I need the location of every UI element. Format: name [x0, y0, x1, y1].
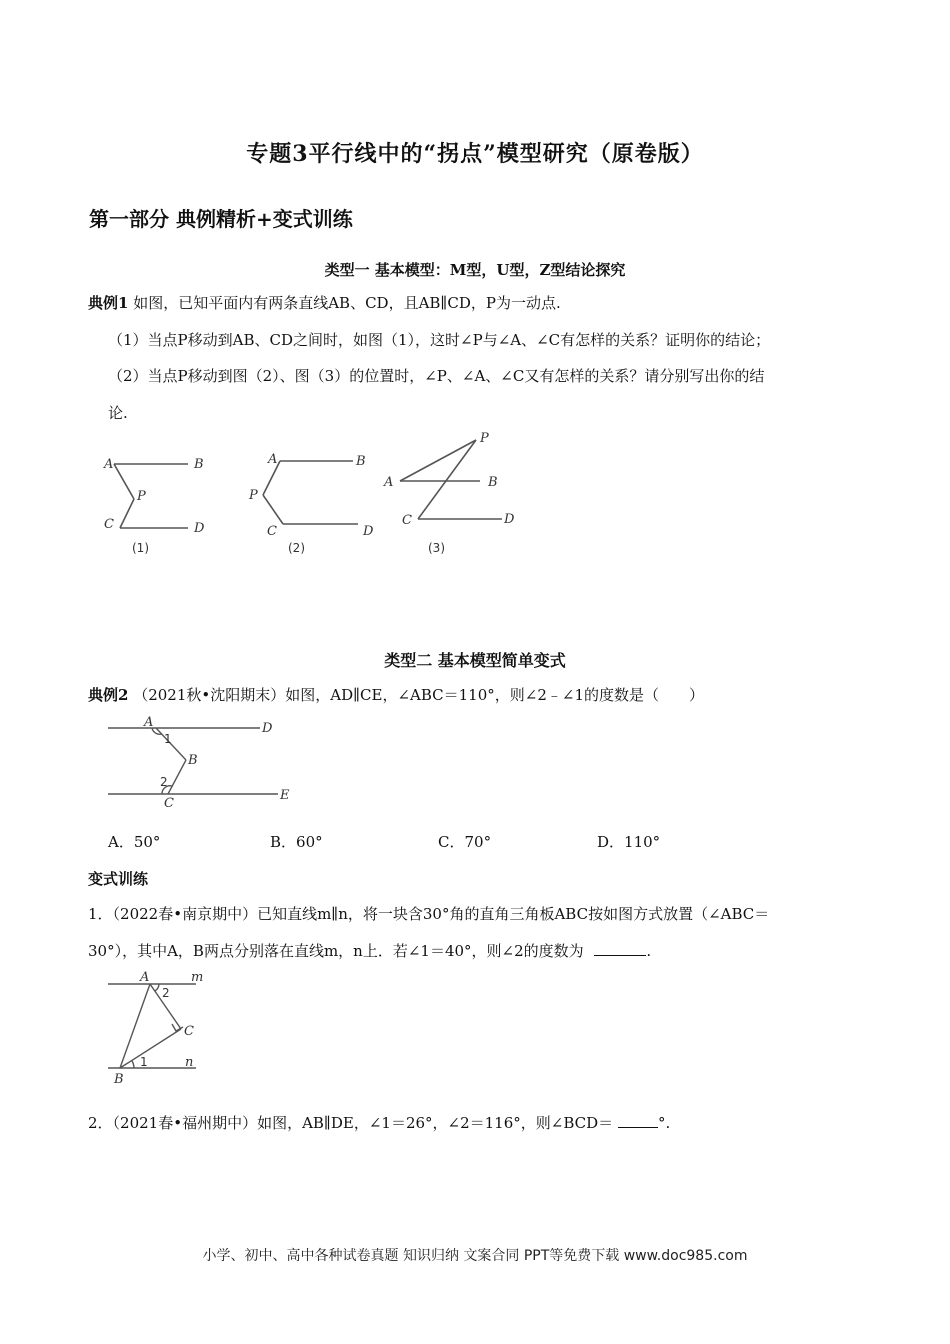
fig1-label-c: C	[104, 517, 114, 532]
ex2-label-d: D	[262, 721, 273, 736]
fig3-label-p: P	[480, 431, 489, 446]
ex-fig-label-1: 1	[140, 1055, 148, 1069]
exercise1-text: 30°），其中A，B两点分别落在直线m，n上．若∠1＝40°，则∠2的度数为	[88, 942, 584, 960]
fig1-label-p: P	[137, 489, 146, 504]
fig2-label-b: B	[356, 454, 366, 469]
fig1-label-b: B	[194, 457, 204, 472]
exercise2-degree: °.	[657, 1114, 671, 1132]
ex-fig-label-n: n	[185, 1055, 194, 1070]
ex-fig-label-b: B	[114, 1072, 124, 1087]
fig3-label-c: C	[402, 513, 412, 528]
exercise2-line1	[88, 1113, 670, 1133]
exercise1-line1: 1．（2022春•南京期中）已知直线m∥n，将一块含30°角的直角三角板ABC按如图方式放置（∠ABC＝	[88, 905, 770, 923]
figure-exercise1	[104, 966, 214, 1088]
fig2-caption: (2)	[288, 541, 305, 555]
fig2-label-p: P	[249, 488, 258, 503]
example2-text: （2021秋•沈阳期末）如图，AD∥CE，∠ABC＝110°，则∠2﹣∠1的度数是（ ）	[133, 686, 704, 704]
ex-fig-label-c: C	[184, 1024, 194, 1039]
exercise1-line2	[88, 941, 651, 961]
figure-1	[100, 448, 220, 563]
exercise2-answer-blank[interactable]	[618, 1113, 658, 1128]
exercise1-answer-blank[interactable]	[594, 941, 646, 956]
figure-example2	[100, 712, 300, 812]
fig2-label-c: C	[267, 524, 277, 539]
example1-q2-line2: 论.	[108, 404, 128, 422]
fig2-label-a: A	[268, 452, 278, 467]
type2-heading: 类型二 基本模型简单变式	[384, 651, 566, 670]
fig3-caption: (3)	[428, 541, 445, 555]
figure-3	[382, 428, 532, 563]
ex2-label-b: B	[188, 753, 198, 768]
fig1-caption: (1)	[132, 541, 149, 555]
exercise2-text: 2．（2021春•福州期中）如图，AB∥DE，∠1＝26°，∠2＝116°，则∠BCD＝	[88, 1114, 614, 1132]
ex2-label-c: C	[164, 796, 174, 811]
example1-q2-line1: （2）当点P移动到图（2）、图（3）的位置时，∠P、∠A、∠C又有怎样的关系？请分别写出你的结	[108, 367, 765, 385]
type1-heading: 类型一 基本模型：M型，U型，Z型结论探究	[324, 261, 626, 279]
ex2-label-e: E	[280, 788, 290, 803]
ex-fig-label-2: 2	[162, 986, 170, 1000]
example2-statement	[88, 685, 704, 705]
ex2-label-a: A	[144, 715, 154, 730]
example1-statement	[88, 293, 561, 313]
ex2-label-2: 2	[160, 775, 168, 789]
choice-c[interactable]: C．70°	[438, 833, 492, 851]
fig3-label-a: A	[384, 475, 394, 490]
variant-heading: 变式训练	[88, 870, 149, 888]
example1-q1: （1）当点P移动到AB、CD之间时，如图（1），这时∠P与∠A、∠C有怎样的关系？证明你的结论；	[108, 331, 771, 349]
fig1-label-a: A	[104, 457, 114, 472]
fig3-label-d: D	[504, 512, 515, 527]
page-title: 专题3平行线中的“拐点”模型研究（原卷版）	[246, 141, 704, 167]
footer-banner: 小学、初中、高中各种试卷真题 知识归纳 文案合同 PPT等免费下载 www.doc985.com	[202, 1248, 748, 1264]
figure-2	[243, 448, 383, 563]
fig3-label-b: B	[488, 475, 498, 490]
fig2-label-d: D	[363, 524, 374, 539]
ex-fig-label-m: m	[191, 970, 204, 985]
choice-d[interactable]: D．110°	[597, 833, 661, 851]
example1-label: 典例1	[88, 294, 129, 312]
example2-label: 典例2	[88, 686, 129, 704]
choice-b[interactable]: B．60°	[270, 833, 323, 851]
fig1-label-d: D	[194, 521, 205, 536]
part-heading: 第一部分 典例精析+变式训练	[89, 207, 353, 231]
ex2-label-1: 1	[164, 732, 172, 746]
example1-text: 如图，已知平面内有两条直线AB、CD，且AB∥CD，P为一动点.	[133, 294, 561, 312]
choice-a[interactable]: A．50°	[108, 833, 161, 851]
exercise1-period: .	[646, 942, 652, 960]
ex-fig-label-a: A	[140, 970, 150, 985]
